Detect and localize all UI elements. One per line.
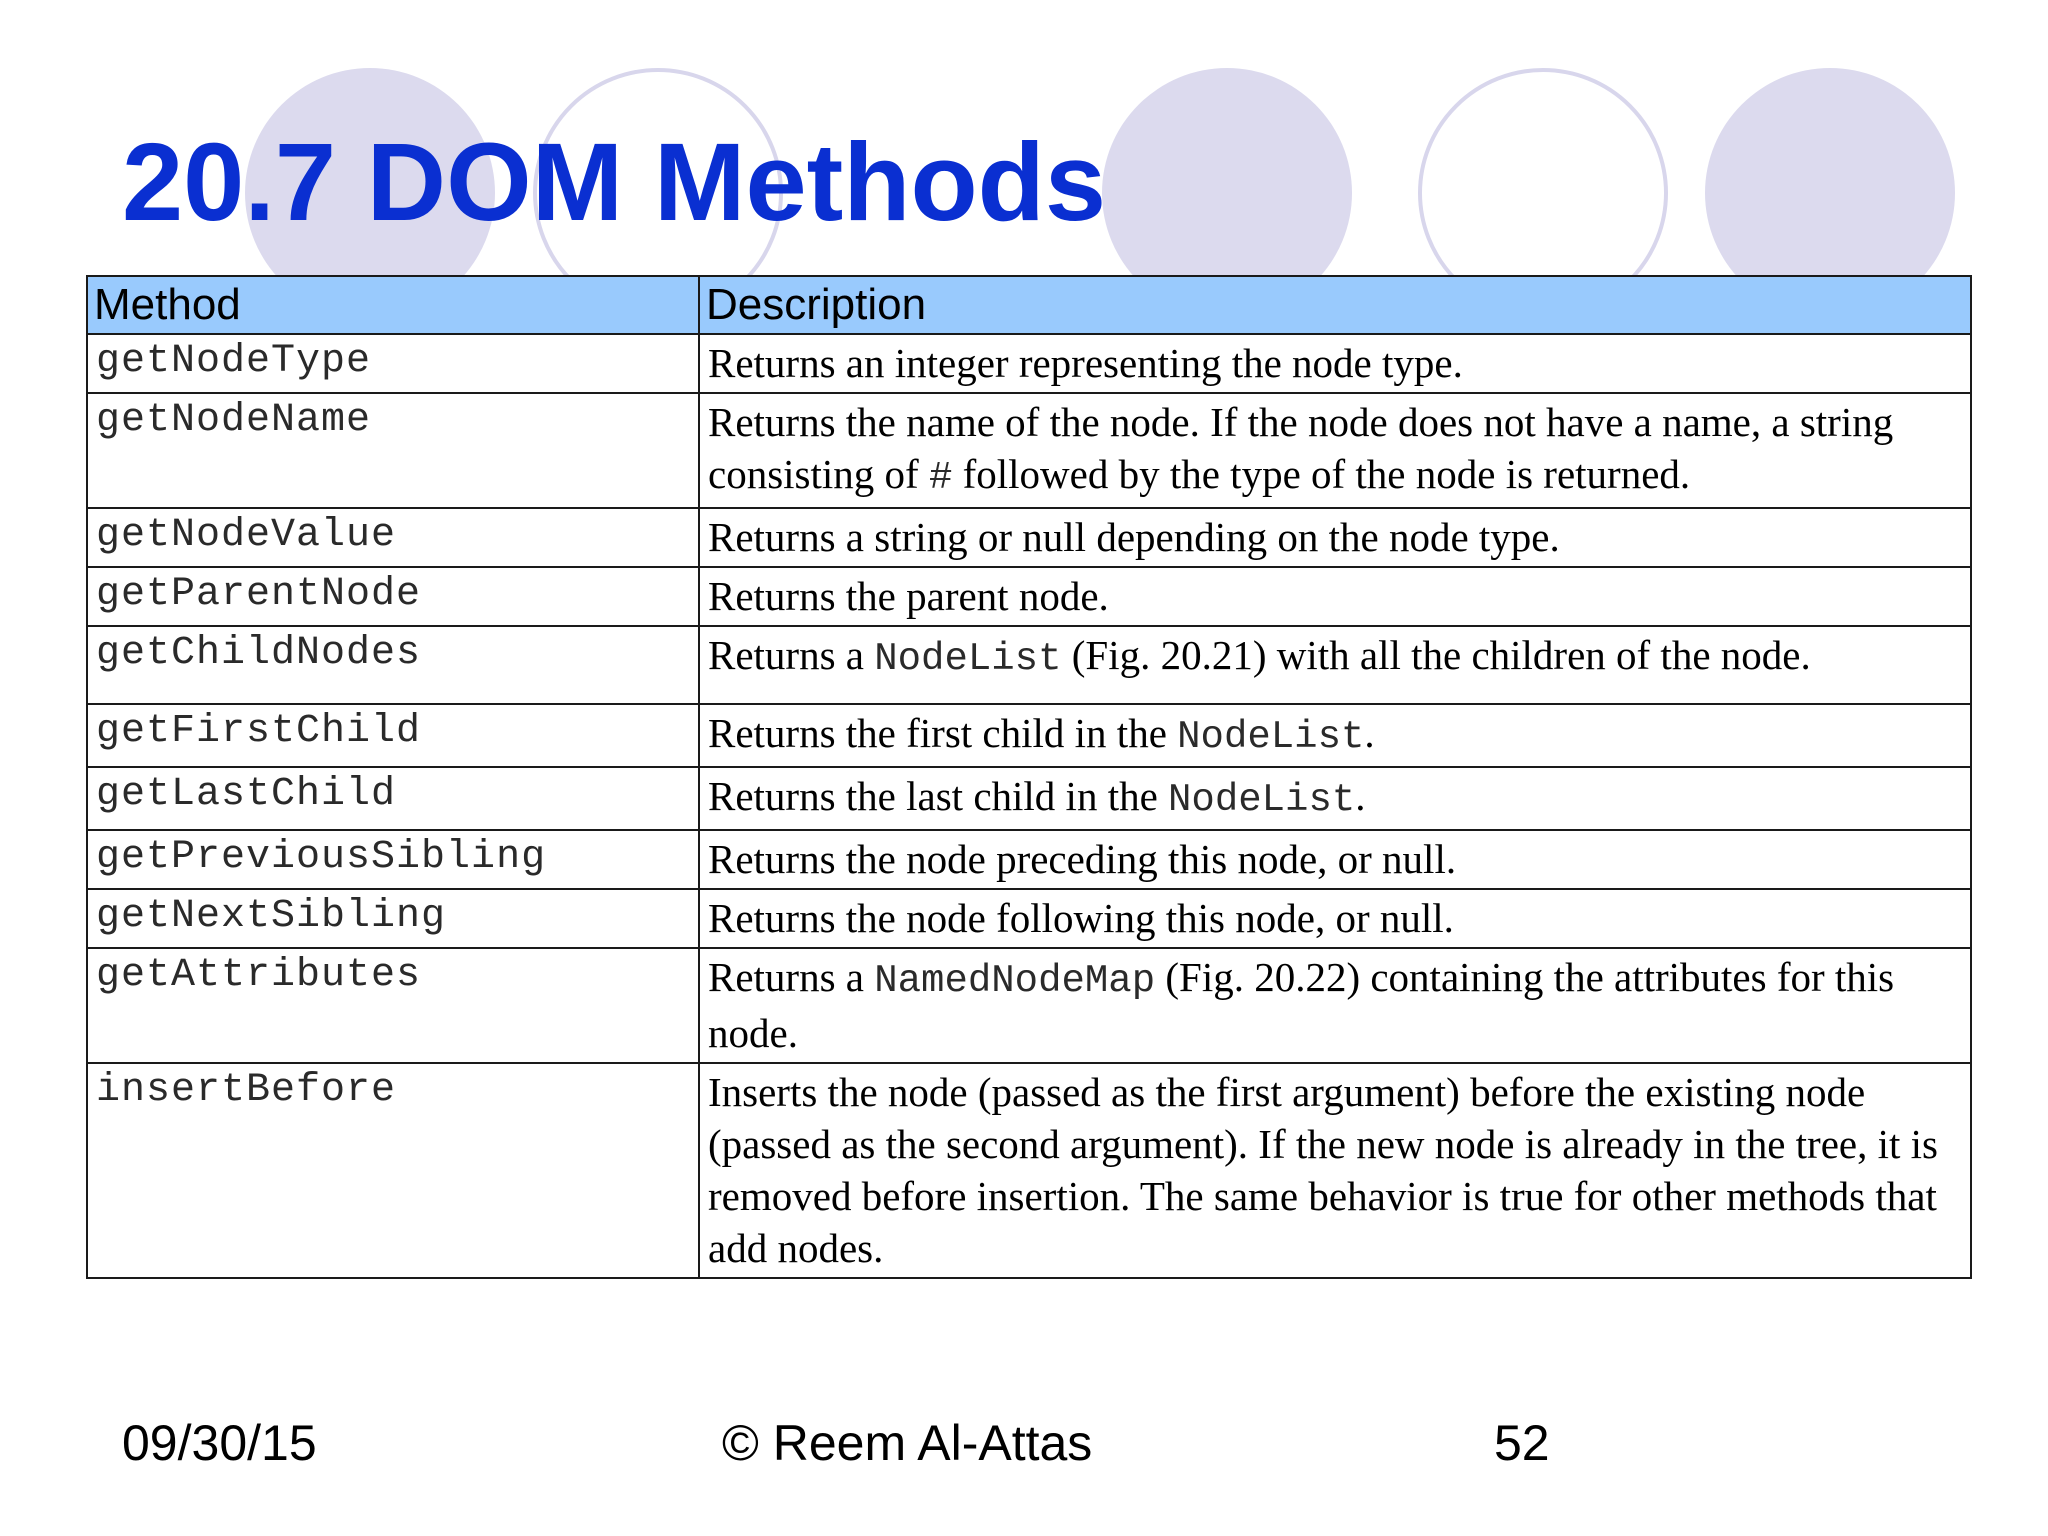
table-row	[87, 393, 1971, 508]
footer-date: 09/30/15	[122, 1415, 317, 1471]
description-text: Returns the node preceding this node, or null.	[708, 836, 1457, 882]
method-name: getChildNodes	[87, 626, 699, 704]
table-body	[87, 334, 1971, 1278]
method-description	[699, 948, 1971, 1063]
description-text: Returns a	[708, 632, 875, 678]
description-text: .	[1355, 773, 1366, 819]
slide-title: 20.7 DOM Methods	[122, 121, 1107, 244]
method-name: getLastChild	[87, 767, 699, 830]
footer-author: © Reem Al-Attas	[722, 1415, 1093, 1471]
method-description	[699, 334, 1971, 393]
code-fragment: NamedNodeMap	[874, 959, 1156, 1003]
method-description	[699, 830, 1971, 889]
description-text: Returns a string or null depending on the node type.	[708, 514, 1560, 560]
method-name: getNodeValue	[87, 508, 699, 567]
description-text: Returns an integer representing the node type.	[708, 340, 1463, 386]
code-fragment: NodeList	[1168, 778, 1356, 822]
description-text: Returns the name of the node. If the node does not have a name, a string consisting of	[708, 399, 1894, 497]
method-name: getNextSibling	[87, 889, 699, 948]
method-name: getNodeType	[87, 334, 699, 393]
method-description	[699, 508, 1971, 567]
table-header-row	[87, 276, 1971, 334]
method-description	[699, 626, 1971, 704]
description-text: followed by the type of the node is returned.	[952, 451, 1691, 497]
method-name: insertBefore	[87, 1063, 699, 1278]
method-name: getParentNode	[87, 567, 699, 626]
method-description	[699, 704, 1971, 767]
dom-methods-table	[86, 275, 1972, 1279]
header-description: Description	[699, 276, 1971, 334]
description-text: .	[1364, 710, 1375, 756]
method-name: getFirstChild	[87, 704, 699, 767]
table-row	[87, 508, 1971, 567]
table-row	[87, 704, 1971, 767]
description-text: (Fig. 20.21) with all the children of the node.	[1061, 632, 1811, 678]
table-row	[87, 889, 1971, 948]
description-text: Inserts the node (passed as the first argument) before the existing node (passed as the second argument). If the new node is already in the tree, it is removed before insertion. The same behavior is true for other methods that add nodes.	[708, 1069, 1938, 1271]
description-text: (Fig. 20.22) containing the attributes for this node.	[708, 954, 1895, 1056]
table-row	[87, 334, 1971, 393]
table-row	[87, 626, 1971, 704]
method-name: getPreviousSibling	[87, 830, 699, 889]
method-description	[699, 393, 1971, 508]
description-text: Returns the last child in the	[708, 773, 1169, 819]
method-description	[699, 567, 1971, 626]
description-text: Returns the parent node.	[708, 573, 1109, 619]
method-description	[699, 889, 1971, 948]
code-fragment: NodeList	[874, 637, 1062, 681]
description-text: Returns the first child in the	[708, 710, 1178, 756]
description-text: Returns the node following this node, or null.	[708, 895, 1454, 941]
header-method: Method	[87, 276, 699, 334]
method-name: getNodeName	[87, 393, 699, 508]
method-description	[699, 1063, 1971, 1278]
table-row	[87, 767, 1971, 830]
footer-page-number: 52	[1494, 1415, 1550, 1471]
code-fragment: NodeList	[1177, 715, 1365, 759]
method-name: getAttributes	[87, 948, 699, 1063]
table-row	[87, 567, 1971, 626]
method-description	[699, 767, 1971, 830]
table-row	[87, 830, 1971, 889]
table-row	[87, 1063, 1971, 1278]
code-fragment: #	[928, 456, 953, 500]
table-row	[87, 948, 1971, 1063]
description-text: Returns a	[708, 954, 875, 1000]
